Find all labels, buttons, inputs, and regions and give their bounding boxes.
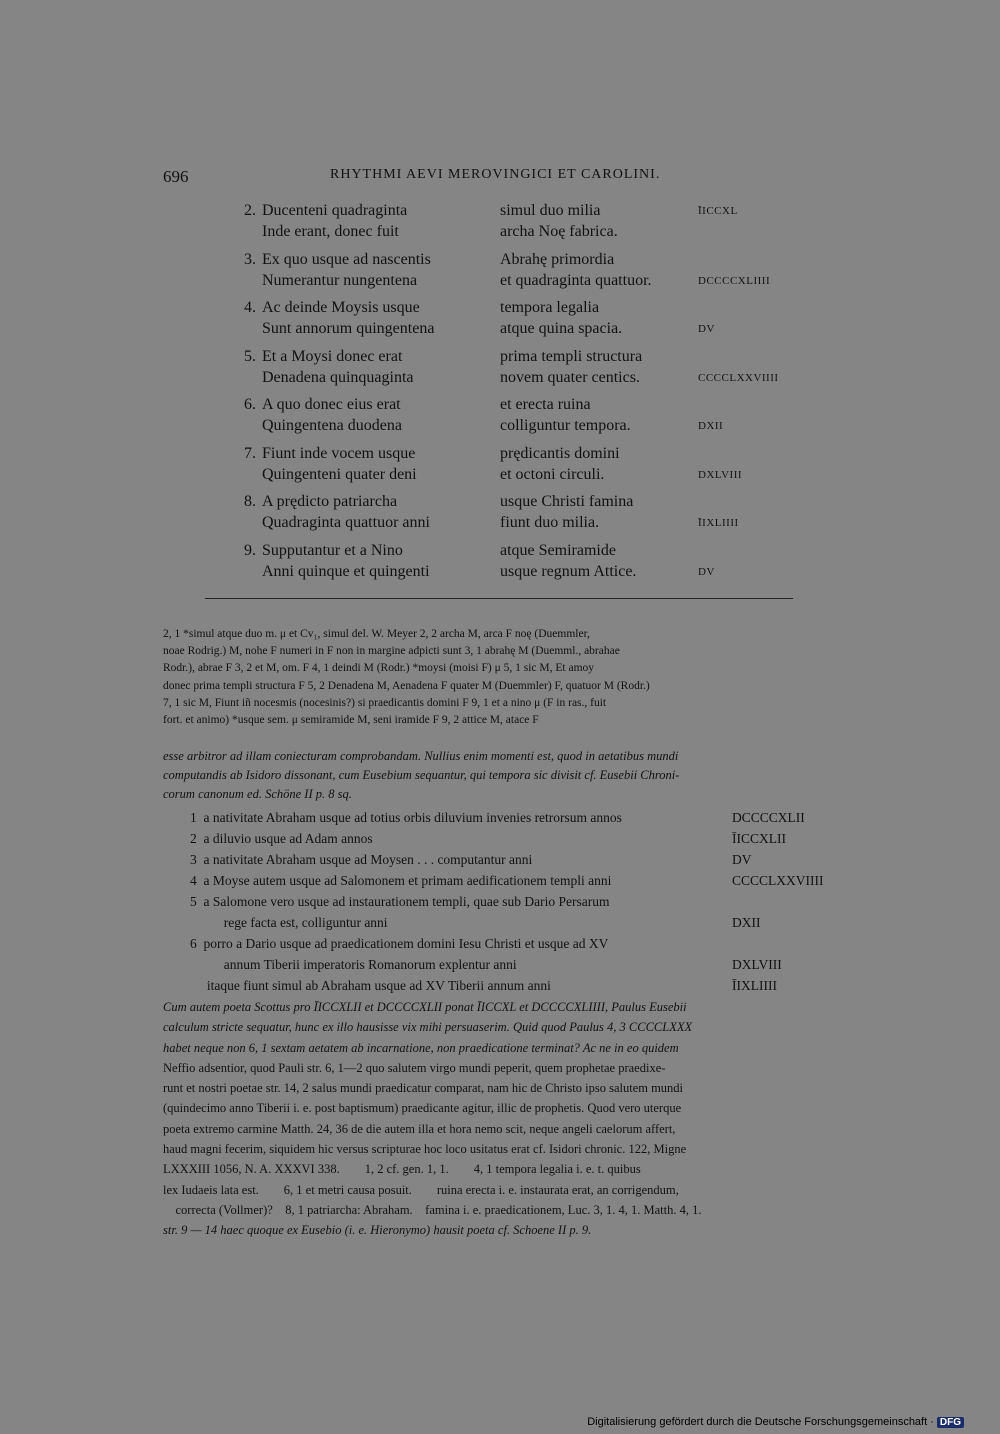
apparatus-line: 2, 1 *simul atque duo m. μ et Cv₁, simul del. W. Meyer 2, 2 archa M, arca F noę (Duemmler, (163, 628, 590, 640)
verse-b1: usque Christi famina (500, 493, 634, 510)
stanza-number: 9. (244, 541, 256, 559)
commentary-line: poeta extremo carmine Matth. 24, 36 de die autem illa et hora nemo scit, neque angeli caelorum affert, (163, 1121, 676, 1136)
verse-b1: et erecta ruina (500, 396, 591, 413)
verse-a1: Ac deinde Moysis usque (262, 299, 420, 316)
commentary-line: runt et nostri poetae str. 14, 2 salus mundi praedicatur comparat, nam hic de Christo ipso salutem mundi (163, 1081, 684, 1096)
table-row-value: ĪICCXLII (732, 831, 786, 846)
commentary-body (163, 997, 837, 1241)
roman-numeral: DXII (698, 420, 724, 432)
page-number: 696 (163, 167, 189, 186)
stanza (230, 251, 850, 300)
verse-b2: colliguntur tempora. (500, 417, 631, 434)
commentary-line: esse arbitror ad illam coniecturam comprobandam. Nullius enim momenti est, quod in aetatibus mundi (163, 749, 679, 763)
roman-numeral: DV (698, 323, 715, 335)
table-row-text: annum Tiberii imperatoris Romanorum explentur anni (190, 957, 517, 972)
footer-text: Digitalisierung gefördert durch die Deutsche Forschungsgemeinschaft · (587, 1416, 934, 1428)
verse-b2: et octoni circuli. (500, 465, 605, 483)
table-row-value: DXLVIII (732, 957, 782, 972)
verse-a1: Fiunt inde vocem usque (262, 444, 416, 462)
roman-numeral: DCCCCXLIIII (698, 274, 771, 287)
commentary-line: haud magni fecerim, siquidem hic versus scripturae hoc loco usitatus erat cf. Isidori chronic. 122, Migne (163, 1142, 687, 1157)
apparatus-line: donec prima templi structura F 5, 2 Denadena M, Aenadena F quater M (Duemmler) F, quatuor M (Rodr.) (163, 679, 650, 692)
verse-b2: atque quina spacia. (500, 320, 623, 337)
footer-credit (587, 1416, 964, 1428)
poem-stanzas (230, 202, 850, 590)
commentary-line: LXXXIII 1056, N. A. XXXVI 338. 1, 2 cf. gen. 1, 1. 4, 1 tempora legalia i. e. t. quibus (163, 1162, 641, 1177)
verse-b1: simul duo milia (500, 202, 601, 219)
table-row-value: DV (732, 852, 752, 867)
verse-a1: Ex quo usque ad nascentis (262, 250, 431, 268)
stanza (230, 348, 850, 397)
commentary-line: lex Iudaeis lata est. 6, 1 et metri causa posuit. ruina erecta i. e. instaurata erat, an corrigendum, (163, 1182, 679, 1197)
commentary-line: correcta (Vollmer)? 8, 1 patriarcha: Abraham. famina i. e. praedicationem, Luc. 3, 1. 4, 1. Matth. 4, 1. (163, 1202, 702, 1217)
commentary-line: Cum autem poeta Scottus pro ĪICCXLII et DCCCCXLII ponat ĪICCXL et DCCCCXLIIII, Paulus Eusebii (163, 1000, 687, 1014)
verse-a2: Inde erant, donec fuit (262, 223, 399, 240)
verse-a1: A quo donec eius erat (262, 396, 401, 413)
table-row-text: 2 a diluvio usque ad Adam annos (190, 831, 373, 846)
verse-b1: Abrahę primordia (500, 250, 615, 268)
stanza-number: 3. (244, 250, 256, 268)
stanza-number: 2. (244, 202, 256, 219)
stanza-number: 8. (244, 493, 256, 510)
verse-b1: prędicantis domini (500, 444, 620, 462)
roman-numeral: DXLVIII (698, 468, 743, 481)
table-row-value: DCCCCXLII (732, 810, 805, 825)
apparatus-line: noae Rodrig.) M, nohe F numeri in F non in margine adpicti sunt 3, 1 abrahę M (Duemml., abrahae (163, 645, 620, 658)
commentary-line: calculum stricte sequatur, hunc ex illo hausisse vix mihi persuaserim. Quid quod Paulus 4, 3 CCCCLXXX (163, 1020, 693, 1035)
stanza (230, 445, 850, 494)
verse-b1: prima templi structura (500, 347, 643, 365)
commentary-intro (163, 747, 837, 804)
dfg-logo: DFG (937, 1417, 964, 1428)
verse-a2: Sunt annorum quingentena (262, 320, 435, 337)
stanza-number: 5. (244, 347, 256, 365)
stanza (230, 542, 850, 591)
table-row-value: ĪIXLIIII (732, 978, 777, 993)
stanza (230, 202, 850, 251)
table-row-value: DXII (732, 915, 761, 930)
roman-numeral: DV (698, 565, 715, 578)
commentary-line: computandis ab Isidoro dissonant, cum Eusebium sequantur, qui tempora sic divisit cf. Eusebii Chroni- (163, 768, 680, 782)
table-row-text: rege facta est, colliguntur anni (190, 915, 388, 930)
separator-rule (205, 598, 793, 599)
table-row-text: 6 porro a Dario usque ad praedicationem domini Iesu Christi et usque ad XV (190, 936, 609, 951)
roman-numeral: CCCCLXXVIIII (698, 371, 779, 384)
verse-a2: Denadena quinquaginta (262, 368, 414, 386)
apparatus-line: Rodr.), abrae F 3, 2 et M, om. F 4, 1 deindi M (Rodr.) *moysi (moisi F) μ 5, 1 sic M, Et amoy (163, 662, 595, 675)
verse-b2: archa Noę fabrica. (500, 223, 618, 240)
table-row-text: 1 a nativitate Abraham usque ad totius orbis diluvium invenies retrorsum annos (190, 810, 622, 825)
stanza (230, 396, 850, 445)
verse-b1: atque Semiramide (500, 541, 616, 559)
commentary-line: corum canonum ed. Schöne II p. 8 sq. (163, 787, 352, 801)
commentary-line: habet neque non 6, 1 sextam aetatem ab incarnatione, non praedicatione terminat? Ac ne in eo quidem (163, 1040, 679, 1055)
verse-b2: usque regnum Attice. (500, 562, 637, 580)
commentary-line: Neffio adsentior, quod Pauli str. 6, 1—2 quo salutem virgo mundi peperit, quem prophetae praedixe- (163, 1060, 666, 1075)
verse-b2: fiunt duo milia. (500, 514, 600, 531)
stanza-number: 4. (244, 299, 256, 316)
verse-a2: Quingentena duodena (262, 417, 402, 434)
table-row-text: 3 a nativitate Abraham usque ad Moysen . . . computantur anni (190, 852, 533, 867)
verse-a1: Et a Moysi donec erat (262, 347, 403, 365)
apparatus-line: 7, 1 sic M, Fiunt iñ nocesmis (nocesinis?) si praedicantis domini F 9, 1 et a nino μ (F in ras., fuit (163, 696, 607, 709)
verse-a2: Quadraginta quattuor anni (262, 514, 430, 531)
commentary-line: (quindecimo anno Tiberii i. e. post baptismum) praedicante agitur, illic de prophetis. Quod vero uterque (163, 1101, 682, 1116)
table-row-text: 5 a Salomone vero usque ad instaurationem templi, quae sub Dario Persarum (190, 894, 610, 909)
verse-a1: Supputantur et a Nino (262, 541, 403, 559)
verse-a2: Quingenteni quater deni (262, 465, 417, 483)
verse-a1: A prędicto patriarcha (262, 493, 398, 510)
table-row-text: 4 a Moyse autem usque ad Salomonem et primam aedificationem templi anni (190, 873, 612, 888)
verse-b2: et quadraginta quattuor. (500, 271, 652, 289)
verse-a2: Anni quinque et quingenti (262, 562, 430, 580)
running-title: RHYTHMI AEVI MEROVINGICI ET CAROLINI. (330, 167, 661, 182)
stanza (230, 493, 850, 542)
table-row-value: CCCCLXXVIIII (732, 873, 824, 888)
verse-b1: tempora legalia (500, 299, 600, 316)
table-row-text: itaque fiunt simul ab Abraham usque ad XV Tiberii annum anni (190, 978, 551, 993)
roman-numeral: ĪIXLIIII (698, 517, 739, 529)
verse-a2: Numerantur nungentena (262, 271, 418, 289)
roman-numeral: ĪICCXL (698, 205, 738, 217)
apparatus-line: fort. et animo) *usque sem. μ semiramide M, seni iramide F 9, 2 attice M, atace F (163, 714, 539, 726)
verse-a1: Ducenteni quadraginta (262, 202, 408, 219)
stanza-number: 7. (244, 444, 256, 462)
commentary-line: str. 9 — 14 haec quoque ex Eusebio (i. e. Hieronymo) hausit poeta cf. Schoene II p. 9. (163, 1223, 592, 1238)
stanza (230, 299, 850, 348)
stanza-number: 6. (244, 396, 256, 413)
verse-b2: novem quater centics. (500, 368, 640, 386)
